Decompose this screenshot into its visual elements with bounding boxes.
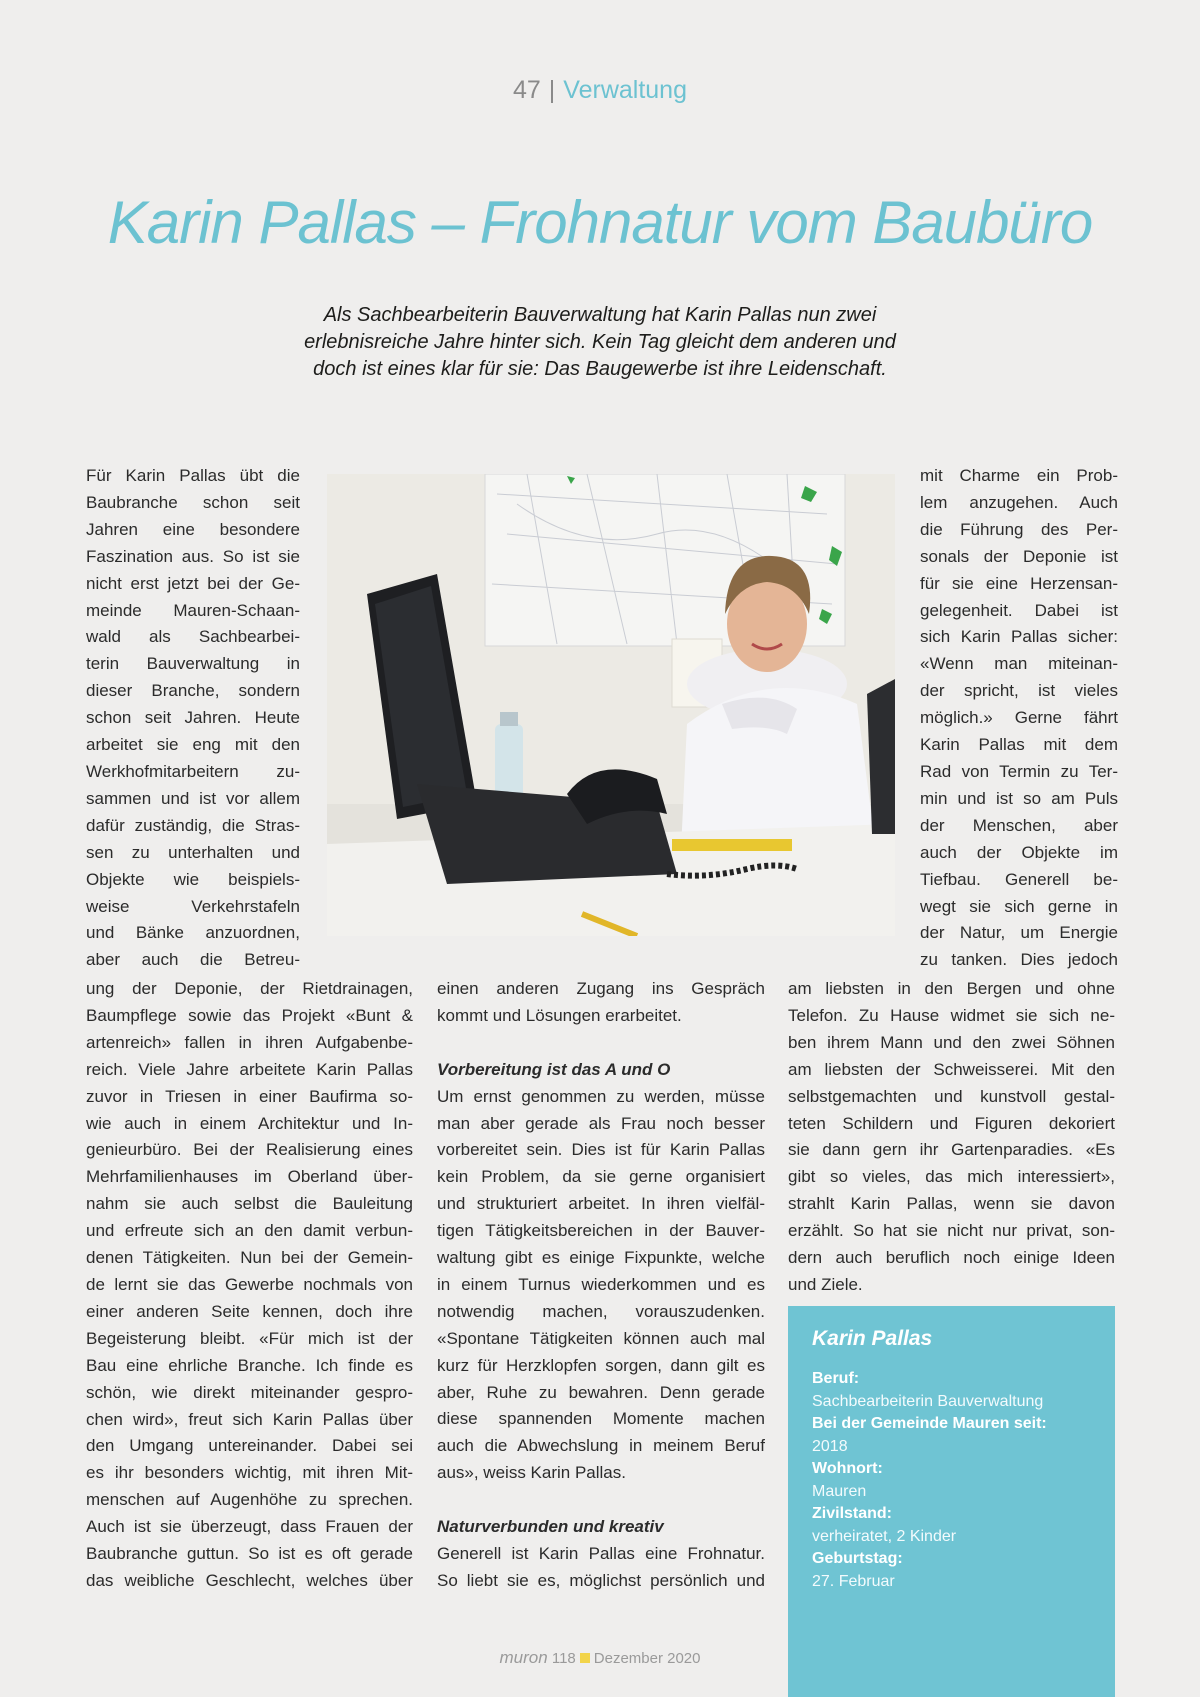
text-line: möglich.» Gerne fährt <box>920 708 1118 728</box>
text-line: weise Verkehrstafeln <box>86 896 300 916</box>
column-1-top <box>86 463 300 974</box>
text-line: sen zu unterhalten und <box>86 842 300 862</box>
text-line: es ihr besonders wichtig, mit ihren Mit- <box>86 1463 413 1483</box>
text-line: man aber gerade als Frau noch besser <box>437 1113 765 1133</box>
text-line: den Umgang untereinander. Dabei sei <box>86 1436 413 1456</box>
infobox-label-since: Bei der Gemeinde Mauren seit: <box>812 1415 1047 1432</box>
text-line: für sie eine Herzensan- <box>920 573 1118 593</box>
text-line: wald als Sachbearbei- <box>86 627 300 647</box>
issue-date: Dezember 2020 <box>593 1650 701 1667</box>
text-line: meinde Mauren-Schaan- <box>86 600 300 620</box>
profile-infobox <box>788 1306 1115 1697</box>
text-line: kein Problem, da sie gerne organisiert <box>437 1167 765 1187</box>
infobox-label-marital-status: Zivilstand: <box>812 1505 893 1522</box>
text-line: dern auch beruflich noch einige Ideen <box>788 1248 1115 1268</box>
text-line: Generell ist Karin Pallas eine Frohnatur. <box>437 1544 765 1563</box>
text-line: und Ziele. <box>788 1274 863 1294</box>
text-line: de lernt sie das Gewerbe nochmals von <box>86 1274 413 1294</box>
text-line: strahlt Karin Pallas, wenn sie davon <box>788 1194 1115 1214</box>
text-line: chen wird», freut sich Karin Pallas über <box>86 1409 413 1429</box>
infobox-name: Karin Pallas <box>812 1327 933 1350</box>
lead-line: erlebnisreiche Jahre hinter sich. Kein Tag gleicht dem anderen und <box>304 331 896 353</box>
text-line: notwendig machen, vorauszudenken. <box>437 1301 765 1321</box>
text-line: Werkhofmitarbeitern zu- <box>86 761 300 781</box>
text-line: Begeisterung bleibt. «Für mich ist der <box>86 1328 413 1348</box>
text-line: Baubranche schon seit <box>86 492 300 512</box>
page-footer <box>0 1648 1200 1669</box>
text-line: genieurbüro. Bei der Realisierung eines <box>86 1140 413 1160</box>
text-line: kommt und Lösungen erarbeitet. <box>437 1005 682 1025</box>
text-line: sammen und ist vor allem <box>86 788 300 808</box>
text-line: in einem Turnus wiederkommen und es <box>437 1274 765 1294</box>
article-lead <box>240 302 960 383</box>
text-line: waltung gibt es einige Fixpunkte, welche <box>437 1248 765 1268</box>
text-line: sonals der Deponie ist <box>920 546 1118 566</box>
text-line: vorbereitet sein. Dies ist für Karin Pallas <box>437 1140 765 1160</box>
paragraph-nature <box>437 1541 765 1595</box>
lead-line: doch ist eines klar für sie: Das Baugewerbe ist ihre Leidenschaft. <box>313 358 887 380</box>
text-line: mit Charme ein Prob- <box>920 466 1118 485</box>
text-line: wegt sie sich gerne in <box>920 896 1118 916</box>
text-line: und strukturiert arbeitet. In ihren vielfäl- <box>437 1194 765 1214</box>
text-line: Auch ist sie überzeugt, dass Frauen der <box>86 1517 413 1537</box>
text-line: und erfreute sich an den damit verbun- <box>86 1221 413 1241</box>
text-line: zuvor in Triesen in einer Baufirma so- <box>86 1086 413 1106</box>
infobox-value-residence: Mauren <box>812 1482 867 1500</box>
subheading-preparation: Vorbereitung ist das A und O <box>437 1059 671 1079</box>
text-line: einen anderen Zugang ins Gespräch <box>437 979 765 998</box>
text-line: nahm sie auch selbst die Bauleitung <box>86 1194 413 1214</box>
text-line: tigen Tätigkeitsbereichen in der Bauver- <box>437 1221 765 1241</box>
text-line: selbstgemachten und kunstvoll gestal- <box>788 1086 1115 1106</box>
infobox-label-profession: Beruf: <box>812 1370 860 1387</box>
text-line: teten Schildern und Figuren dekoriert <box>788 1113 1115 1133</box>
infobox-value-birthday: 27. Februar <box>812 1572 895 1590</box>
text-line: min und ist so am Puls <box>920 788 1118 808</box>
text-line: diese spannenden Momente machen <box>437 1409 765 1429</box>
text-line: gibt so vieles, das mich interessiert», <box>788 1167 1115 1187</box>
paragraph-preparation <box>437 1084 765 1488</box>
magazine-name: muron <box>499 1648 548 1667</box>
text-line: schon seit Jahren. Heute <box>86 708 300 728</box>
text-line: reich. Viele Jahre arbeitete Karin Pallas <box>86 1059 413 1079</box>
text-line: aber, Ruhe zu bewahren. Denn gerade <box>437 1382 765 1402</box>
column-1-bottom <box>86 976 413 1595</box>
text-line: gelegenheit. Dabei ist <box>920 600 1118 620</box>
text-line: Rad von Termin zu Ter- <box>920 761 1118 781</box>
text-line: arbeitet sie eng mit den <box>86 735 300 755</box>
text-line: sich Karin Pallas sicher: <box>920 627 1118 647</box>
office-photo-illustration <box>327 474 895 936</box>
issue-number: 118 <box>551 1650 576 1667</box>
text-line: das weibliche Geschlecht, welches über <box>86 1570 413 1590</box>
text-line: auch die Abwechslung in meinem Beruf <box>437 1436 765 1456</box>
text-line: Baubranche guttun. So ist es oft gerade <box>86 1544 413 1564</box>
text-line: am liebsten in den Bergen und ohne <box>788 979 1115 998</box>
text-line: aber auch die Betreu- <box>86 950 300 970</box>
infobox-label-residence: Wohnort: <box>812 1460 883 1477</box>
infobox-label-birthday: Geburtstag: <box>812 1550 903 1567</box>
square-icon <box>580 1653 590 1663</box>
text-line: Tiefbau. Generell be- <box>920 869 1118 889</box>
infobox-value-since: 2018 <box>812 1437 848 1455</box>
text-line: nicht erst jetzt bei der Ge- <box>86 573 300 593</box>
text-line: «Spontane Tätigkeiten können auch mal <box>437 1328 765 1348</box>
text-line: Bau eine ehrliche Branche. Ich finde es <box>86 1355 413 1375</box>
infobox-value-profession: Sachbearbeiterin Bauverwaltung <box>812 1392 1044 1410</box>
text-line: «Wenn man miteinan- <box>920 654 1118 674</box>
text-line: dieser Branche, sondern <box>86 681 300 701</box>
text-line: erzählt. So hat sie nicht nur privat, son- <box>788 1221 1115 1241</box>
text-line: einer anderen Seite kennen, doch ihre <box>86 1301 413 1321</box>
text-line: ben ihrem Mann und den zwei Söhnen <box>788 1032 1115 1052</box>
text-line: der spricht, ist vieles <box>920 681 1118 701</box>
text-line: wie auch in einem Architektur und In- <box>86 1113 413 1133</box>
text-line: dafür zuständig, die Stras- <box>86 815 300 835</box>
text-line: sie dann gern ihr Gartenparadies. «Es <box>788 1140 1115 1160</box>
text-line: Karin Pallas mit dem <box>920 735 1118 755</box>
text-line: auch der Objekte im <box>920 842 1118 862</box>
text-line: zu tanken. Dies jedoch <box>920 950 1118 970</box>
text-line: denen Tätigkeiten. Nun bei der Gemein- <box>86 1248 413 1268</box>
column-2 <box>437 976 765 1595</box>
page-header <box>0 70 1200 110</box>
text-line: und Bänke anzuordnen, <box>86 923 300 943</box>
text-line: der Natur, um Energie <box>920 923 1118 943</box>
text-line: Baumpflege sowie das Projekt «Bunt & <box>86 1005 413 1025</box>
text-line: die Führung des Per- <box>920 519 1118 539</box>
text-line: Für Karin Pallas übt die <box>86 466 300 485</box>
column-3-top <box>920 463 1118 974</box>
text-line: schön, wie direkt miteinander gespro- <box>86 1382 413 1402</box>
text-line: am liebsten der Schweisserei. Mit den <box>788 1059 1115 1079</box>
subheading-nature: Naturverbunden und kreativ <box>437 1517 664 1537</box>
text-line: ung der Deponie, der Rietdrainagen, <box>86 979 413 998</box>
page-number: 47 <box>512 76 541 104</box>
text-line: Um ernst genommen zu werden, müsse <box>437 1086 765 1106</box>
text-line: menschen auf Augenhöhe zu sprechen. <box>86 1490 413 1510</box>
text-line: So liebt sie es, möglichst persönlich und <box>437 1570 765 1590</box>
lead-line: Als Sachbearbeiterin Bauverwaltung hat Karin Pallas nun zwei <box>323 304 877 326</box>
portrait-photo <box>327 474 895 936</box>
text-line: kurz für Herzklopfen sorgen, dann gilt es <box>437 1355 765 1375</box>
text-line: Telefon. Zu Hause widmet sie sich ne- <box>788 1005 1115 1025</box>
text-line: der Menschen, aber <box>920 815 1118 835</box>
section-name: Verwaltung <box>563 76 687 104</box>
infobox-value-marital-status: verheiratet, 2 Kinder <box>812 1527 957 1545</box>
text-line: terin Bauverwaltung in <box>86 654 300 674</box>
text-line: Faszination aus. So ist sie <box>86 546 300 566</box>
column-3-bottom <box>788 976 1115 1299</box>
text-line: Jahren eine besondere <box>86 519 300 539</box>
header-separator: | <box>548 76 556 104</box>
article-title: Karin Pallas – Frohnatur vom Baubüro <box>107 189 1093 256</box>
text-line: lem anzugehen. Auch <box>920 492 1118 512</box>
text-line: aus», weiss Karin Pallas. <box>437 1463 626 1483</box>
text-line: Objekte wie beispiels- <box>86 869 300 889</box>
text-line: Mehrfamilienhauses im Oberland über- <box>86 1167 413 1187</box>
text-line: artenreich» fallen in ihren Aufgabenbe- <box>86 1032 413 1052</box>
